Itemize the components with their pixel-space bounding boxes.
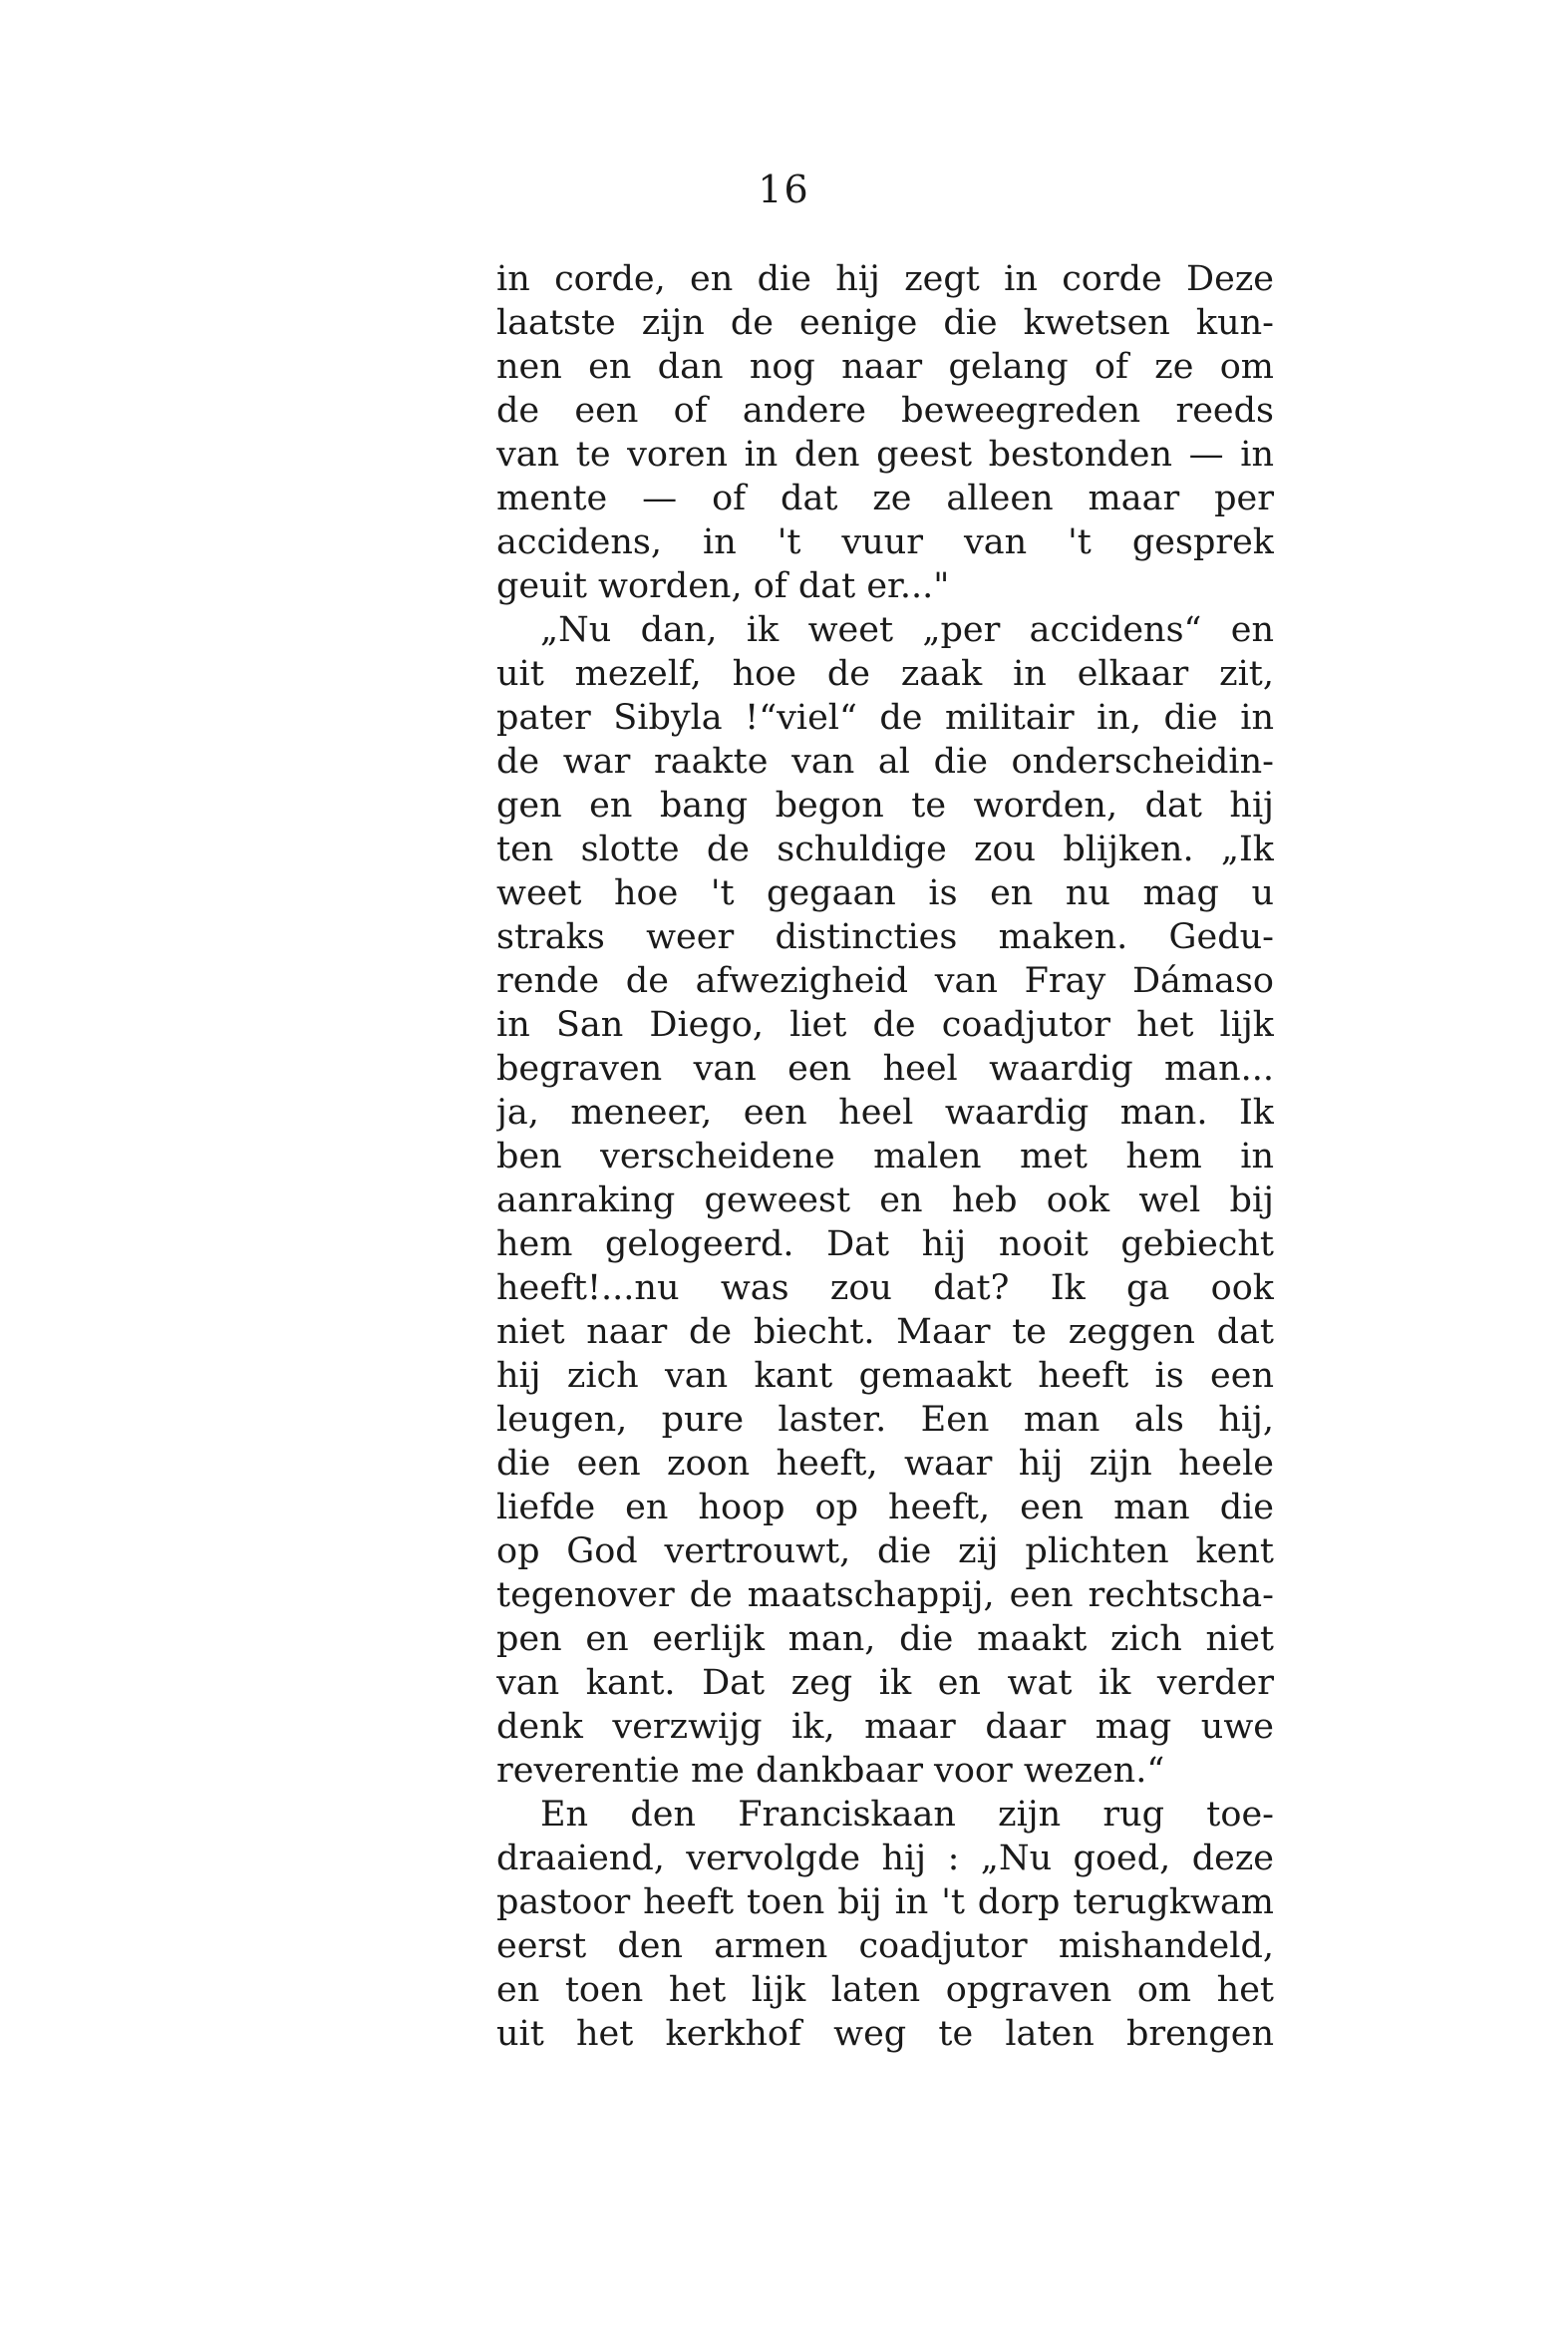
text-line: de war raakte van al die onderscheidin-	[496, 742, 1274, 782]
text-line: in corde, en die hij zegt in corde Deze	[496, 259, 1274, 299]
text-line: van kant. Dat zeg ik en wat ik verder	[496, 1663, 1274, 1703]
text-line: op God vertrouwt, die zij plichten kent	[496, 1531, 1274, 1571]
text-line: ben verscheidene malen met hem in	[496, 1137, 1274, 1176]
text-line: denk verzwijg ik, maar daar mag uwe	[496, 1707, 1274, 1747]
text-line: eerst den armen coadjutor mishandeld,	[496, 1926, 1274, 1966]
body-text	[496, 257, 1274, 2056]
text-line: van te voren in den geest bestonden — in	[496, 435, 1274, 475]
text-line: uit het kerkhof weg te laten brengen	[496, 2014, 1274, 2054]
text-line: ten slotte de schuldige zou blijken. „Ik	[496, 830, 1274, 869]
text-line: pater Sibyla !“viel“ de militair in, die in	[496, 698, 1274, 738]
text-line: hem gelogeerd. Dat hij nooit gebiecht	[496, 1224, 1274, 1264]
text-line: geuit worden, of dat er..."	[496, 566, 950, 606]
text-line: nen en dan nog naar gelang of ze om	[496, 347, 1274, 387]
text-line: in San Diego, liet de coadjutor het lijk	[496, 1005, 1274, 1045]
text-line: die een zoon heeft, waar hij zijn heele	[496, 1444, 1274, 1484]
text-line: En den Franciskaan zijn rug toe-	[540, 1795, 1274, 1835]
text-line: gen en bang begon te worden, dat hij	[496, 786, 1274, 826]
text-line: mente — of dat ze alleen maar per	[496, 479, 1274, 518]
text-line: ja, meneer, een heel waardig man. Ik	[496, 1093, 1274, 1133]
text-line: heeft!...nu was zou dat? Ik ga ook	[496, 1268, 1274, 1308]
text-line: liefde en hoop op heeft, een man die	[496, 1488, 1274, 1527]
text-line: hij zich van kant gemaakt heeft is een	[496, 1356, 1274, 1396]
text-line: straks weer distincties maken. Gedu-	[496, 917, 1274, 957]
text-line: begraven van een heel waardig man...	[496, 1049, 1274, 1089]
text-line: weet hoe 't gegaan is en nu mag u	[496, 873, 1274, 913]
text-line: pen en eerlijk man, die maakt zich niet	[496, 1619, 1274, 1659]
text-line: accidens, in 't vuur van 't gesprek	[496, 522, 1274, 562]
text-line: laatste zijn de eenige die kwetsen kun-	[496, 303, 1274, 343]
text-line: rende de afwezigheid van Fray Dámaso	[496, 961, 1274, 1001]
text-line: „Nu dan, ik weet „per accidens“ en	[540, 610, 1274, 650]
text-line: de een of andere beweegreden reeds	[496, 391, 1274, 431]
text-line: aanraking geweest en heb ook wel bij	[496, 1180, 1274, 1220]
text-line: tegenover de maatschappij, een rechtscha-	[496, 1575, 1274, 1615]
text-line: reverentie me dankbaar voor wezen.“	[496, 1751, 1165, 1791]
text-line: leugen, pure laster. Een man als hij,	[496, 1400, 1274, 1440]
text-line: niet naar de biecht. Maar te zeggen dat	[496, 1312, 1274, 1352]
text-line: en toen het lijk laten opgraven om het	[496, 1970, 1274, 2010]
text-line: uit mezelf, hoe de zaak in elkaar zit,	[496, 654, 1274, 694]
page-number: 16	[758, 168, 810, 211]
text-line: draaiend, vervolgde hij : „Nu goed, deze	[496, 1839, 1274, 1878]
text-line: pastoor heeft toen bij in 't dorp terugkwam	[496, 1882, 1274, 1922]
